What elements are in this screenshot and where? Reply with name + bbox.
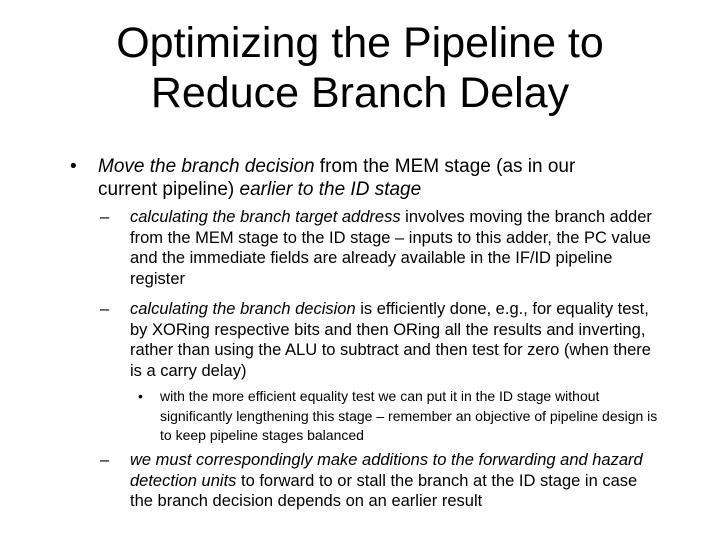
sub-bullet-italic: calculating the branch target address [130, 208, 401, 226]
sub-bullet-text [130, 207, 660, 289]
sub-bullet-marker: – [100, 451, 110, 469]
bullet-italic-a: Move the branch decision [98, 156, 315, 177]
sub-sub-bullet-text: with the more efficient equality test we can put it in the ID stage without significantly lengthening this stage – remember an objective of pipeline design is to keep pipeline stages balanced [160, 388, 658, 443]
sub-bullet-italic: we must correspondingly make additions to the forwarding and hazard detection units [130, 451, 643, 490]
bullet-plain-a: from the MEM stage (as in our current pipeline) [98, 156, 576, 200]
title-line-1: Optimizing the Pipeline to [116, 19, 604, 67]
bullet-marker: • [70, 156, 77, 177]
bullet-italic-b: earlier to the ID stage [239, 179, 422, 200]
sub-bullet-branch-decision [100, 299, 660, 381]
sub-bullet-marker: – [100, 208, 110, 226]
bullet-move-branch-decision [70, 155, 630, 201]
sub-bullet-plain: involves moving the branch adder from the MEM stage to the ID stage – inputs to this adder, the PC value and the immediate fields are already available in the IF/ID pipeline register [130, 208, 652, 288]
sub-bullet-branch-target-address [100, 207, 660, 289]
title-line-2: Reduce Branch Delay [150, 69, 570, 117]
sub-bullet-plain: is efficiently done, e.g., for equality test, by XORing respective bits and then ORing all the results and inverting, rather than using the ALU to subtract and then test for zero (when there is a carry delay) [130, 300, 651, 380]
sub-bullet-marker: – [100, 300, 110, 318]
sub-bullet-text [130, 299, 660, 381]
slide-title [40, 18, 680, 118]
sub-bullet-text [130, 450, 660, 512]
sub-bullet-italic: calculating the branch decision [130, 300, 356, 318]
sub-bullet-plain: to forward to or stall the branch at the ID stage in case the branch decision depends on an earlier result [130, 471, 638, 510]
sub-sub-bullet-marker: • [138, 388, 143, 404]
sub-bullet-forwarding-hazard [100, 450, 660, 512]
sub-sub-bullet-equality-test [138, 387, 658, 446]
bullet-text [98, 155, 630, 201]
